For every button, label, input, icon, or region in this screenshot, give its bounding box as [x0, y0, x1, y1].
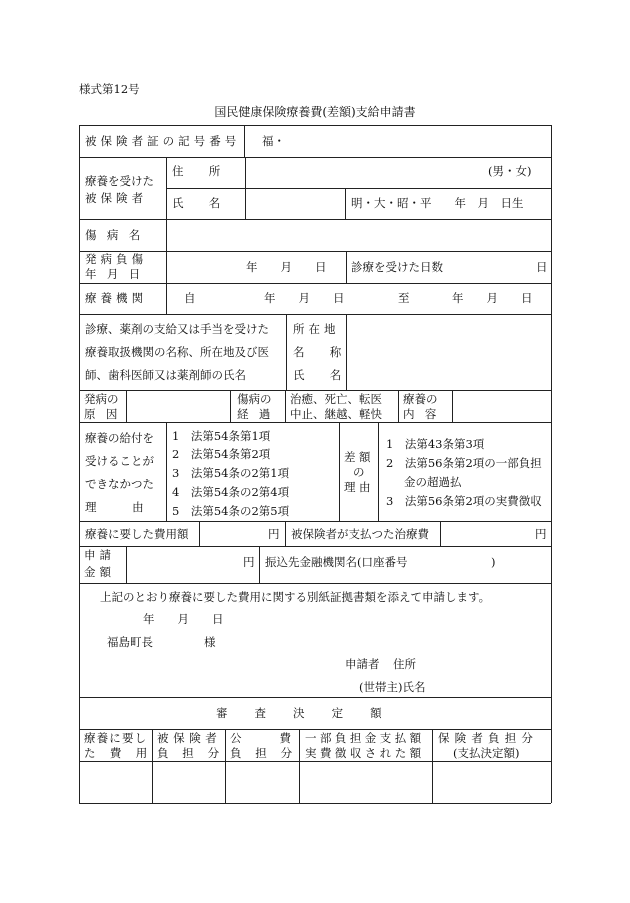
- name-label: 氏名: [172, 196, 246, 210]
- recipient-label-2: 被保険者: [85, 191, 148, 205]
- applicant-address-label: 住所: [393, 657, 416, 671]
- diff-item-4: 3 法第56条第2項の実費徴収: [386, 494, 542, 508]
- reason-item-4: 4 法第54条の2第4項: [172, 485, 290, 499]
- injury-label: 傷病名: [85, 228, 151, 242]
- insured-card-label: 被保険者証の記号番号: [85, 134, 241, 148]
- period-to-date: 年 月 日: [452, 291, 533, 305]
- review-col-1-line1: 療養に要し: [84, 731, 148, 745]
- total-cost-label: 療養に要した費用額: [85, 527, 189, 541]
- course-label-2: 経過: [237, 407, 281, 421]
- birth-date-field: 明・大・昭・平 年 月 日生: [351, 196, 524, 210]
- recipient-label-1: 療養を受けた: [85, 174, 154, 188]
- review-title: 審査決定額: [216, 706, 409, 720]
- review-col-2-line1: 被保険者: [157, 731, 222, 745]
- reason-label-1: 療養の給付を: [85, 431, 154, 445]
- declaration-date: 年 月 日: [143, 612, 224, 626]
- declaration-text: 上記のとおり療養に要した費用に関する別紙証拠書類を添えて申請します。: [100, 590, 491, 604]
- provider-text-2: 療養取扱機関の名称、所在地及び医: [85, 345, 269, 359]
- reason-item-1: 1 法第54条第1項: [172, 429, 271, 443]
- onset-date: 年 月 日: [246, 260, 327, 274]
- period-from: 自: [184, 291, 196, 305]
- reason-label-2: 受けることが: [85, 454, 154, 468]
- diff-item-1: 1 法第43条第3項: [386, 437, 485, 451]
- form-title: 国民健康保険療養費(差額)支給申請書: [214, 105, 416, 119]
- addressee: 福島町長: [107, 635, 153, 649]
- claim-label-2: 金額: [84, 565, 116, 579]
- review-col-5-line1: 保険者負担分: [438, 731, 539, 745]
- review-col-4-line2: 実費徴収された額: [305, 746, 425, 760]
- outcome-1: 治癒、死亡、転医: [290, 392, 382, 406]
- onset-label-2: 年月日: [85, 267, 151, 281]
- period-label: 療養機関: [85, 291, 148, 305]
- reason-label-3: できなかつた: [85, 477, 154, 491]
- bank-close: ): [491, 555, 496, 569]
- paid-cost-unit: 円: [535, 527, 547, 541]
- householder-name-label: (世帯主)氏名: [359, 680, 426, 694]
- period-from-date: 年 月 日: [264, 291, 345, 305]
- reason-item-5: 5 法第54条の2第5項: [172, 504, 290, 518]
- bank-label: 振込先金融機関名(口座番号: [265, 555, 408, 569]
- claim-unit: 円: [243, 555, 255, 569]
- reason-item-2: 2 法第54条第2項: [172, 447, 271, 461]
- review-col-4-line1: 一部負担金支払額: [305, 731, 425, 745]
- provider-text-3: 師、歯科医師又は薬剤師の氏名: [85, 368, 246, 382]
- diff-item-3: 金の超過払: [404, 475, 462, 489]
- diff-label-2: の: [353, 465, 365, 479]
- care-label-2: 内容: [403, 407, 447, 421]
- form-number: 様式第12号: [79, 82, 140, 96]
- insured-card-prefix: 福・: [262, 134, 285, 148]
- visit-days-label: 診療を受けた日数: [351, 260, 443, 274]
- diff-label-1: 差額: [344, 450, 374, 464]
- total-cost-unit: 円: [268, 527, 280, 541]
- cause-label-1: 発病の: [84, 392, 119, 406]
- provider-person-label: 氏名: [293, 368, 367, 382]
- cause-label-2: 原因: [84, 407, 128, 421]
- provider-text-1: 診療、薬剤の支給又は手当を受けた: [85, 322, 269, 336]
- diff-item-2: 2 法第56条第2項の一部負担: [386, 456, 542, 470]
- claim-label-1: 申請: [84, 548, 116, 562]
- review-col-3-line2: 負担分: [230, 746, 306, 760]
- reason-label-4: 理由: [85, 500, 180, 514]
- address-label: 住所: [172, 164, 246, 178]
- addressee-honorific: 様: [204, 635, 216, 649]
- paid-cost-label: 被保険者が支払つた治療費: [291, 527, 429, 541]
- outcome-2: 中止、継越、軽快: [290, 407, 382, 421]
- provider-name-label: 名称: [293, 345, 367, 359]
- review-col-5-line2: (支払決定額): [453, 746, 520, 760]
- gender-field: (男・女): [488, 164, 532, 178]
- care-label-1: 療養の: [403, 392, 438, 406]
- reason-item-3: 3 法第54条の2第1項: [172, 466, 290, 480]
- review-col-3-line1: 公費: [230, 731, 329, 745]
- provider-address-label: 所在地: [293, 322, 340, 336]
- onset-label-1: 発病負傷: [85, 252, 148, 266]
- diff-label-3: 理由: [344, 480, 374, 494]
- applicant-label: 申請者: [345, 657, 380, 671]
- period-to: 至: [398, 291, 410, 305]
- review-col-2-line2: 負担分: [157, 746, 233, 760]
- course-label-1: 傷病の: [237, 392, 272, 406]
- visit-days-unit: 日: [536, 260, 548, 274]
- review-col-1-line2: た費用: [84, 746, 162, 760]
